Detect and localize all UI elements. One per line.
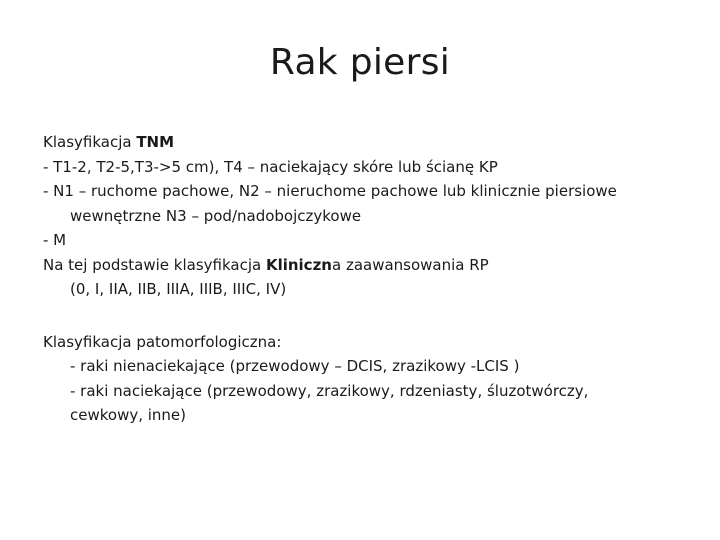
clinical-prefix: Na tej podstawie klasyfikacja: [43, 255, 266, 274]
m-stage-line: - M: [43, 231, 67, 249]
t-stage-line: - T1-2, T2-5,T3->5 cm), T4 – naciekający skóre lub ścianę KP: [43, 157, 498, 176]
tnm-heading-bold: TNM: [136, 133, 175, 151]
clinical-suffix: a zaawansowania RP: [331, 255, 489, 274]
n-stage-line-cont: wewnętrzne N3 – pod/nadobojczykowe: [70, 206, 362, 225]
invasive-line: - raki naciekające (przewodowy, zrazikowy, rdzeniasty, śluzotwórczy,: [70, 381, 589, 400]
tnm-heading-prefix: Klasyfikacja: [43, 133, 137, 151]
n-stage-line: - N1 – ruchome pachowe, N2 – nieruchome pachowe lub klinicznie piersiowe: [43, 182, 617, 200]
slide-body: [43, 130, 693, 428]
non-invasive-line: - raki nienaciekające (przewodowy – DCIS, zrazikowy -LCIS ): [70, 357, 520, 375]
slide-title: Rak piersi: [269, 42, 451, 83]
pathomorphology-heading: Klasyfikacja patomorfologiczna:: [43, 332, 282, 351]
stages-line: (0, I, IIA, IIB, IIIA, IIIB, IIIC, IV): [70, 280, 287, 298]
clinical-classification-line: [43, 253, 693, 278]
clinical-bold: Kliniczn: [265, 255, 332, 274]
invasive-line-cont: cewkowy, inne): [70, 406, 187, 424]
paragraph-gap: [43, 302, 693, 330]
tnm-heading-line: [43, 130, 693, 155]
